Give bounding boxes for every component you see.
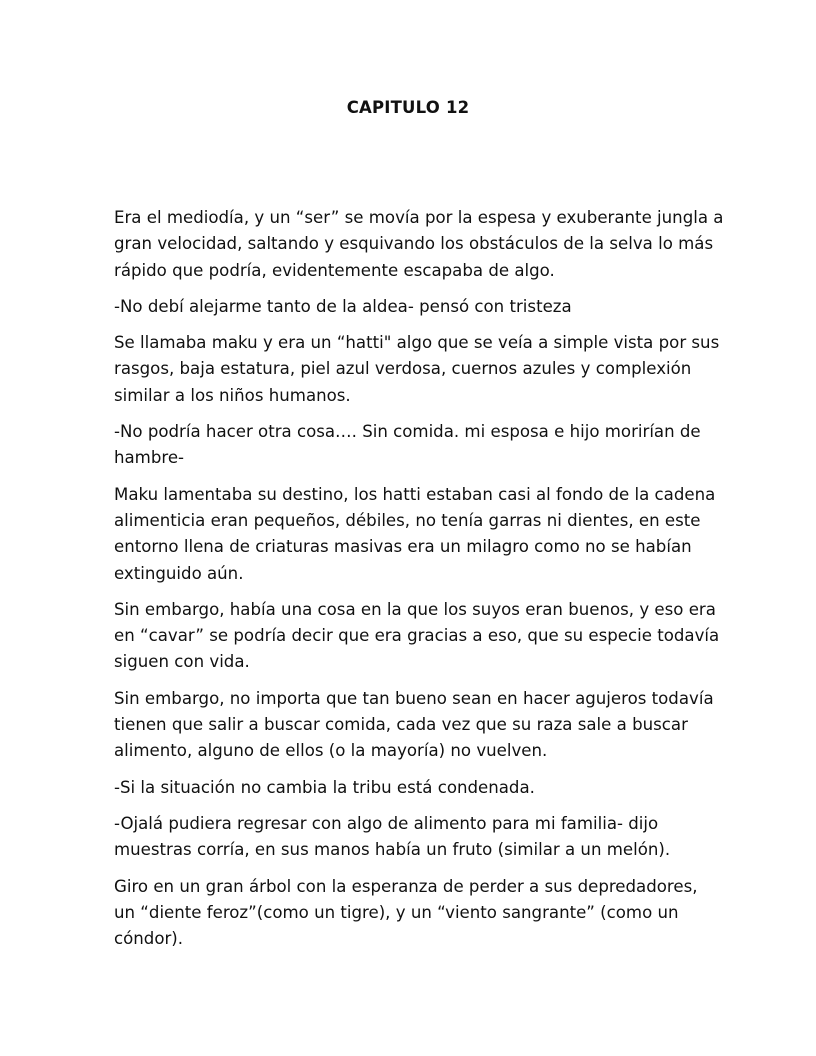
text-line: -Si la situación no cambia la tribu está condenada.: [114, 777, 535, 797]
text-line: Maku lamentaba su destino, los hatti estaban casi al fondo de la cadena: [114, 484, 716, 504]
text-line: cóndor).: [114, 929, 184, 949]
text-line: rasgos, baja estatura, piel azul verdosa, cuernos azules y complexión: [114, 359, 692, 379]
paragraph: [114, 205, 724, 284]
text-line: -No podría hacer otra cosa…. Sin comida. mi esposa e hijo morirían de: [114, 422, 701, 442]
paragraph: [114, 874, 714, 953]
paragraph: [114, 597, 720, 676]
text-line: -No debí alejarme tanto de la aldea- pensó con tristeza: [114, 296, 572, 316]
paragraph: [114, 775, 714, 801]
paragraph: [114, 686, 714, 765]
text-line: Sin embargo, no importa que tan bueno sean en hacer agujeros todavía: [114, 688, 714, 708]
text-line: entorno llena de criaturas masivas era un milagro como no se habían: [114, 537, 692, 557]
text-line: en “cavar” se podría decir que era gracias a eso, que su especie todavía: [114, 626, 720, 646]
text-line: tienen que salir a buscar comida, cada vez que su raza sale a buscar: [114, 715, 688, 735]
text-line: rápido que podría, evidentemente escapaba de algo.: [114, 260, 555, 280]
chapter-title: CAPITULO 12: [346, 98, 470, 117]
text-line: extinguido aún.: [114, 563, 244, 583]
paragraph: [114, 811, 714, 864]
text-line: muestras corría, en sus manos había un fruto (similar a un melón).: [114, 840, 671, 860]
text-line: Sin embargo, había una cosa en la que los suyos eran buenos, y eso era: [114, 599, 716, 619]
chapter-body: [114, 205, 724, 962]
text-line: hambre-: [114, 448, 185, 468]
text-line: -Ojalá pudiera regresar con algo de alimento para mi familia- dijo: [114, 813, 659, 833]
text-line: alimenticia eran pequeños, débiles, no tenía garras ni dientes, en este: [114, 510, 701, 530]
paragraph: [114, 294, 714, 320]
text-line: siguen con vida.: [114, 652, 250, 672]
paragraph: [114, 482, 714, 587]
paragraph: [114, 330, 720, 409]
text-line: Giro en un gran árbol con la esperanza de perder a sus depredadores,: [114, 876, 698, 896]
text-line: alimento, alguno de ellos (o la mayoría) no vuelven.: [114, 741, 548, 761]
text-line: similar a los niños humanos.: [114, 385, 351, 405]
text-line: gran velocidad, saltando y esquivando los obstáculos de la selva lo más: [114, 234, 714, 254]
paragraph: [114, 419, 714, 472]
text-line: un “diente feroz”(como un tigre), y un “viento sangrante” (como un: [114, 902, 679, 922]
text-line: Se llamaba maku y era un “hatti" algo que se veía a simple vista por sus: [114, 333, 720, 353]
text-line: Era el mediodía, y un “ser” se movía por la espesa y exuberante jungla a: [114, 208, 724, 227]
